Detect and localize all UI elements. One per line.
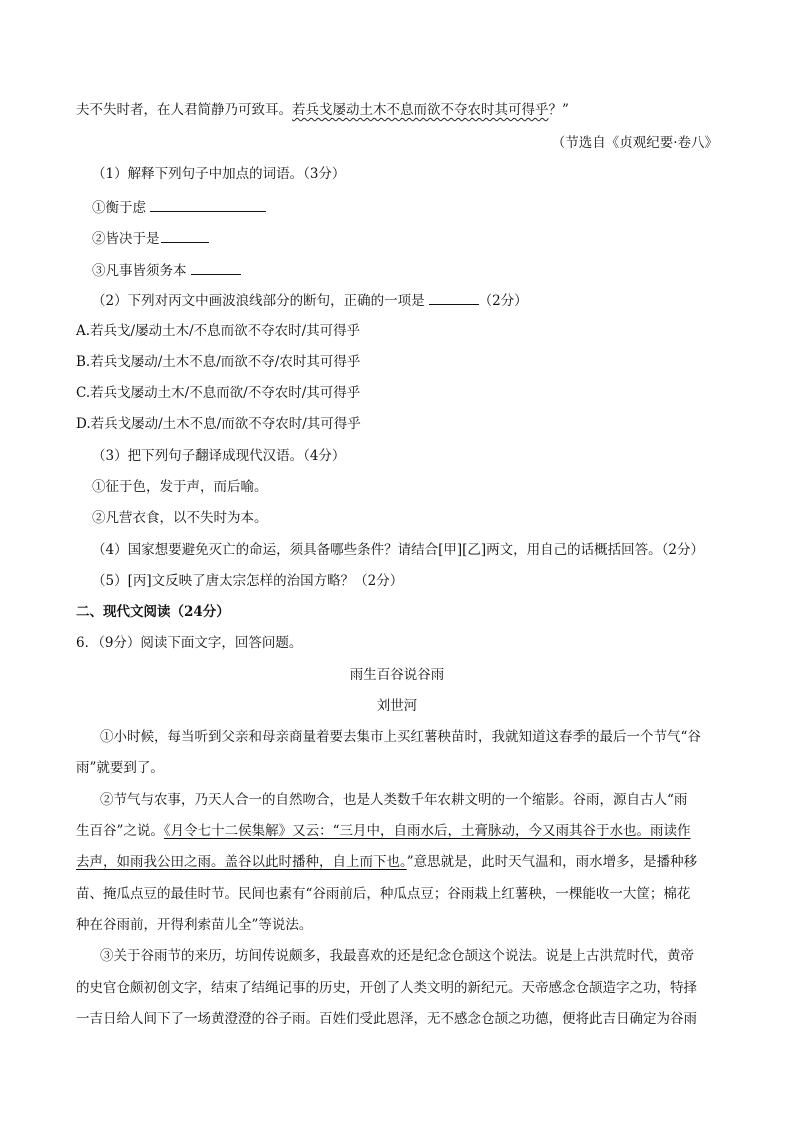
q3-stem: （3）把下列句子翻译成现代汉语。（4分） [92, 448, 346, 464]
q3-item-2: ②凡营衣食，以不失时为本。 [92, 510, 268, 526]
q3-item-1: ①征于色，发于声，而后喻。 [92, 479, 268, 495]
underlined-quote: 去声，如雨我公田之雨。盖谷以此时播种，自上而下也。 [76, 854, 407, 870]
source-citation: （节选自《贞观纪要·卷八》 [551, 135, 718, 151]
section-heading: 二、现代文阅读（24分） [76, 604, 230, 620]
q1-item-3-text: ③凡事皆须务本 [92, 263, 187, 279]
article-author: 刘世河 [376, 698, 418, 714]
q1-item-2 [92, 228, 209, 249]
q6-intro: 6．（9分）阅读下面文字，回答问题。 [76, 635, 303, 651]
paragraph-3-line-1: ③关于谷雨节的来历，坊间传说颇多，我最喜欢的还是纪念仓颉这个说法。说是上古洪荒时代，黄帝 [100, 948, 694, 964]
paragraph-2-line-1: ②节气与农事，乃天人合一的自然吻合，也是人类数千年农耕文明的一个缩影。谷雨，源自古人“雨 [100, 792, 688, 808]
passage-end-tail: ？” [548, 102, 569, 118]
underlined-quote: 《月令七十二侯集解》又云：“三月中，自雨水后，土膏脉动，今又雨其谷于水也。雨读作 [163, 823, 691, 839]
q4-question: （4）国家想要避免灭亡的命运，须具备哪些条件？请结合[甲][乙]两文，用自己的话概括回答。（2分） [92, 542, 704, 558]
paragraph-3-line-3: 一吉日给人间下了一场黄澄澄的谷子雨。百姓们受此恩泽，无不感念仓颉之功德，便将此吉日确定为谷雨 [76, 1011, 697, 1027]
q2-option-b: B.若兵戈屡动/土木不息/而欲不夺/农时其可得乎 [76, 354, 361, 370]
q2-option-a: A.若兵戈/屡动土木/不息而欲不夺农时/其可得乎 [76, 323, 361, 339]
paragraph-2-line-4: 苗、掩瓜点豆的最佳时节。民间也素有“谷雨前后，种瓜点豆；谷雨栽上红薯秧，一棵能收一大筐；棉花 [76, 886, 691, 902]
paragraph-2-line-5: 种在谷雨前，开得利索苗儿全”等说法。 [76, 917, 313, 933]
q1-stem: （1）解释下列句子中加点的词语。（3分） [92, 166, 346, 182]
paragraph-2-plain: 生百谷”之说。 [76, 823, 164, 839]
paragraph-2-line-3 [76, 852, 697, 872]
q1-item-1-text: ①衡于虑 [92, 200, 146, 216]
q2-stem: （2）下列对丙文中画波浪线部分的断句，正确的一项是 [92, 293, 425, 309]
paragraph-1-line-2: 雨”就要到了。 [76, 760, 164, 776]
q2-option-d: D.若兵戈屡动/土木不息/而欲不夺农时/其可得乎 [76, 416, 361, 432]
q5-question: （5）[丙]文反映了唐太宗怎样的治国方略？（2分） [92, 573, 404, 589]
q1-item-1 [92, 197, 266, 218]
passage-end-plain: 夫不失时者，在人君简静乃可致耳。 [76, 102, 292, 118]
q2-score: （2分） [478, 293, 528, 309]
paragraph-3-line-2: 的史官仓颇初创文字，结束了结绳记事的历史，开创了人类文明的新纪元。天帝感念仓颉造字之功，特择 [76, 980, 697, 996]
q2-option-c: C.若兵戈屡动土木/不息而欲/不夺农时/其可得乎 [76, 385, 361, 401]
paragraph-1-line-1: ①小时候，每当听到父亲和母亲商量着要去集市上买红薯秧苗时，我就知道这春季的最后一个节气“谷 [100, 729, 701, 745]
q1-item-2-text: ②皆决于是 [92, 231, 160, 247]
paragraph-2-line-2 [76, 821, 691, 841]
answer-blank[interactable] [429, 290, 479, 305]
paragraph-2-plain: ”意思就是，此时天气温和，雨水增多，是播种移 [406, 854, 698, 870]
wavy-underlined-sentence: 若兵戈屡动土木不息而欲不夺农时其可得乎 [292, 102, 549, 118]
q1-item-3 [92, 260, 241, 281]
passage-end-line [76, 100, 569, 120]
answer-blank[interactable] [191, 260, 241, 275]
article-title: 雨生百谷说谷雨 [349, 667, 445, 683]
q2-stem-line [92, 290, 528, 311]
answer-blank[interactable] [161, 228, 209, 243]
answer-blank[interactable] [150, 197, 266, 212]
